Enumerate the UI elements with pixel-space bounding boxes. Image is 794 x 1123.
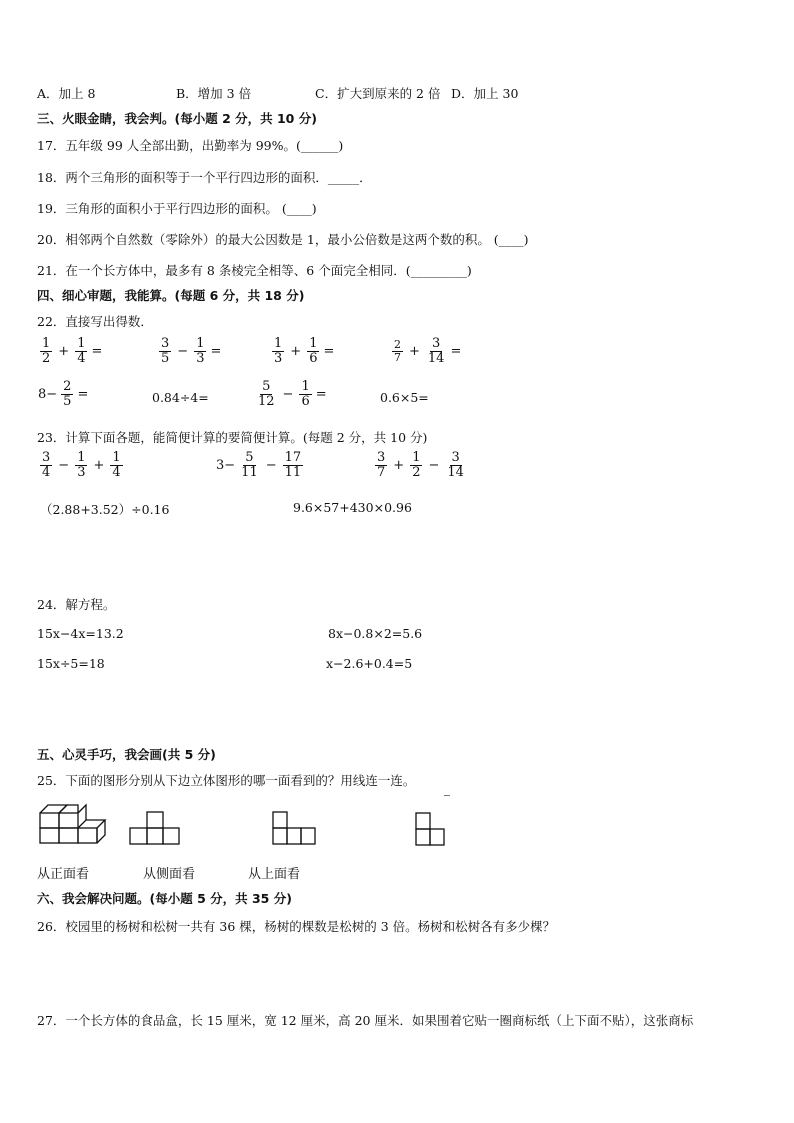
question-18: 18．两个三角形的面积等于一个平行四边形的面积．_____． — [37, 170, 372, 185]
q25-label-side: 从侧面看 — [143, 867, 196, 882]
question-27: 27．一个长方体的食品盒，长 15 厘米，宽 12 厘米，高 20 厘米．如果围着它贴一圈商标纸（上下面不贴），这张商标 — [37, 1013, 694, 1028]
q22-expression-6: 0.84÷4= — [152, 390, 209, 405]
q23-expression-2: 3− $\frac{5}{11}$ − $\frac{17}{11}$ — [216, 450, 302, 480]
question-21: 21．在一个长方体中，最多有 8 条棱完全相等、6 个面完全相同．(_________) — [37, 263, 472, 278]
q25-figures — [38, 797, 448, 852]
section-4-title: 四、细心审题，我能算。(每题 6 分，共 18 分) — [37, 288, 305, 303]
section-5-title: 五、心灵手巧，我会画(共 5 分) — [37, 747, 216, 762]
q24-equation-3: 15x÷5=18 — [37, 656, 105, 671]
question-25-title: 25．下面的图形分别从下边立体图形的哪一面看到的？用线连一连。 — [37, 773, 416, 788]
q23-expression-4: （2.88+3.52）÷0.16 — [40, 502, 170, 517]
q25-label-front: 从正面看 — [37, 867, 90, 882]
q22-expression-5: 8− $\frac{2}{5}$ = — [38, 379, 89, 409]
question-26: 26．校园里的杨树和松树一共有 36 棵，杨树的棵数是松树的 3 倍。杨树和松树各有多少棵？ — [37, 919, 556, 934]
option-c: C．扩大到原来的 2 倍 — [315, 86, 441, 101]
q25-label-top: 从上面看 — [248, 867, 301, 882]
q22-expression-8: 0.6×5= — [380, 390, 429, 405]
q22-expression-3: $\frac{1}{3}$ + $\frac{1}{6}$ = — [274, 336, 335, 366]
option-a: A．加上 8 — [37, 86, 96, 101]
q22-expression-7: $\frac{5}{12}$ − $\frac{1}{6}$ = — [258, 379, 327, 409]
view-shape-1 — [130, 812, 179, 844]
option-b: B．增加 3 倍 — [176, 86, 252, 101]
question-23-title: 23．计算下面各题，能简便计算的要简便计算。(每题 2 分，共 10 分) — [37, 430, 428, 445]
section-6-title: 六、我会解决问题。(每小题 5 分，共 35 分) — [37, 891, 292, 906]
question-17: 17．五年级 99 人全部出勤，出勤率为 99%。(______) — [37, 138, 344, 153]
q24-equation-1: 15x−4x=13.2 — [37, 626, 124, 641]
q23-expression-5: 9.6×57+430×0.96 — [293, 500, 412, 515]
q24-equation-2: 8x−0.8×2=5.6 — [328, 626, 423, 641]
view-shape-3 — [416, 813, 444, 845]
question-22-title: 22．直接写出得数． — [37, 314, 153, 329]
q23-expression-1: $\frac{3}{4}$ − $\frac{1}{3}$ + $\frac{1}{4}$ — [42, 450, 121, 480]
solid-block-figure — [40, 805, 105, 843]
section-3-title: 三、火眼金睛，我会判。(每小题 2 分，共 10 分) — [37, 111, 317, 126]
view-shape-2 — [273, 812, 315, 844]
question-24-title: 24．解方程。 — [37, 597, 116, 612]
q23-expression-3: $\frac{3}{7}$ + $\frac{1}{2}$ − $\frac{3}{14}$ — [377, 450, 464, 480]
q22-expression-2: $\frac{3}{5}$ − $\frac{1}{3}$ = — [161, 336, 222, 366]
question-20: 20．相邻两个自然数（零除外）的最大公因数是 1，最小公倍数是这两个数的积。 (____) — [37, 232, 529, 247]
q22-expression-4: $\frac{2}{7}$ + $\frac{3}{14}$ = — [394, 336, 462, 366]
q24-equation-4: x−2.6+0.4=5 — [326, 656, 413, 671]
stray-mark — [444, 795, 450, 796]
option-d: D．加上 30 — [451, 86, 519, 101]
q22-expression-1: $\frac{1}{2}$ + $\frac{1}{4}$ = — [42, 336, 103, 366]
question-19: 19．三角形的面积小于平行四边形的面积。 (____) — [37, 201, 317, 216]
